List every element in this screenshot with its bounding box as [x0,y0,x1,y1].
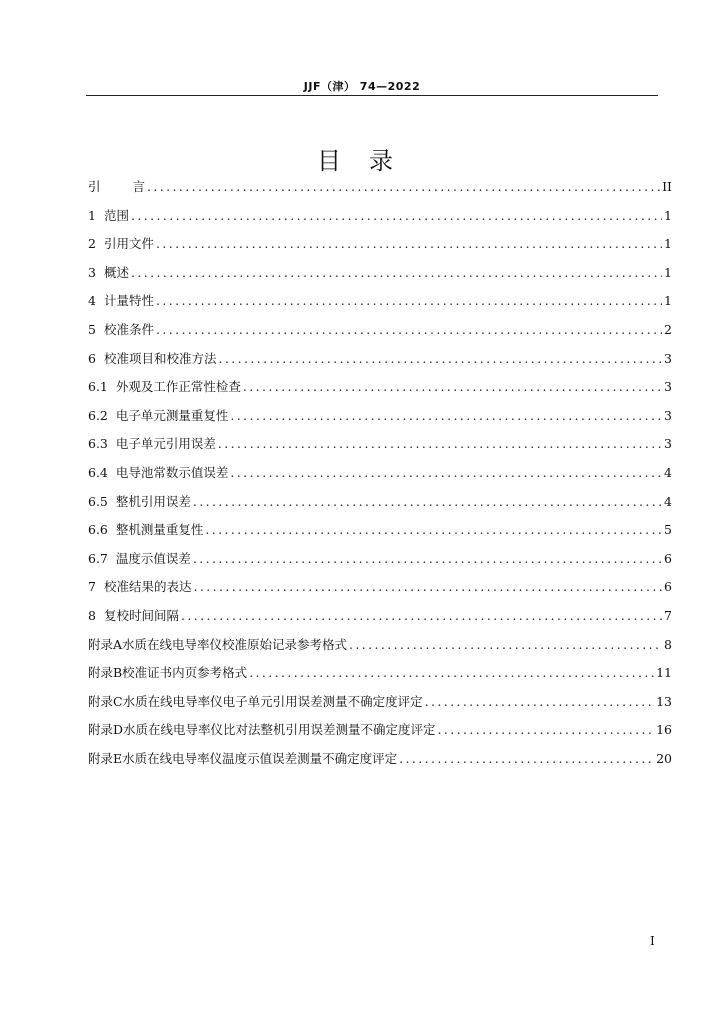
toc-entry-page: 20 [656,750,672,766]
page-number: I [650,934,655,948]
toc-entry-page: 1 [664,293,672,309]
toc-entry-label: 附录A水质在线电导率仪校准原始记录参考格式 [88,636,348,652]
toc-dot-leader [243,379,662,394]
toc-entry-label: 附录C水质在线电导率仪电子单元引用误差测量不确定度评定 [88,693,423,709]
toc-entry-page: 1 [664,264,672,280]
toc-entry-page: 3 [664,379,672,395]
toc-entry-number: 6.3 [88,436,108,452]
toc-entry [88,234,672,263]
toc-entry-label: 附录B校准证书内页参考格式 [88,665,248,681]
toc-entry-page: 5 [664,522,672,538]
toc-dot-leader [193,579,662,594]
toc-entry-page: 3 [664,350,672,366]
toc-entry [88,377,672,406]
header-rule [86,95,658,96]
toc-entry [88,663,672,692]
toc-entry-number: 6.1 [88,379,108,395]
document-code-header: JJF（津） 74—2022 [303,80,421,93]
toc-entry-label: 电子单元测量重复性 [115,407,229,423]
toc-entry-label: 校准结果的表达 [103,579,192,595]
toc-entry-page: 13 [656,693,672,709]
toc-dot-leader [147,179,660,194]
toc-entry-number: 7 [88,579,96,595]
toc-dot-leader [193,494,662,509]
toc-entry-number: 4 [88,293,96,309]
toc-dot-leader [193,551,662,566]
toc-entry-page: 6 [664,550,672,566]
toc-entry-number: 6 [88,350,96,366]
toc-entry [88,434,672,463]
toc-entry-page: 4 [664,464,672,480]
toc-entry [88,349,672,378]
toc-entry-label: 计量特性 [103,293,154,309]
toc-entry-page: 16 [656,722,672,738]
toc-entry-label: 引用文件 [103,236,154,252]
toc-entry [88,406,672,435]
table-of-contents [88,177,672,777]
toc-entry-label: 附录E水质在线电导率仪温度示值误差测量不确定度评定 [88,750,398,766]
toc-entry-number: 引 [88,179,101,194]
toc-entry-number: 1 [88,207,96,223]
toc-entry-number: 2 [88,236,96,252]
toc-entry [88,206,672,235]
toc-entry-number: 6.6 [88,522,108,538]
toc-entry-number: 6.7 [88,550,108,566]
toc-dot-leader [156,293,662,308]
toc-entry-page: 1 [664,207,672,223]
toc-entry-number: 6.4 [88,464,108,480]
toc-entry [88,492,672,521]
toc-entry-page: 2 [664,321,672,337]
toc-entry-page: 3 [664,436,672,452]
toc-entry-page: 7 [664,607,672,623]
toc-entry-label: 复校时间间隔 [103,607,179,623]
toc-dot-leader [131,265,662,280]
toc-dot-leader [249,665,654,680]
toc-entry-label: 概述 [103,264,129,280]
toc-entry [88,320,672,349]
toc-entry [88,549,672,578]
toc-dot-leader [230,465,662,480]
toc-entry-number: 6.5 [88,493,108,509]
toc-entry [88,692,672,721]
toc-dot-leader [425,694,655,709]
toc-entry [88,606,672,635]
toc-dot-leader [205,522,662,537]
toc-entry-number: 8 [88,607,96,623]
toc-entry-label: 温度示值误差 [115,550,191,566]
toc-entry-number: 6.2 [88,407,108,423]
toc-entry [88,263,672,292]
toc-entry-label: 言 [132,179,146,194]
toc-entry-label: 电导池常数示值误差 [115,464,229,480]
toc-entry [88,720,672,749]
toc-entry-label: 校准条件 [103,321,154,337]
toc-entry-label: 整机引用误差 [115,493,191,509]
toc-dot-leader [156,236,662,251]
toc-entry-number: 3 [88,264,96,280]
toc-entry-page: 8 [664,636,672,652]
toc-entry-page: 11 [656,665,672,681]
toc-entry-label: 附录D水质在线电导率仪比对法整机引用误差测量不确定度评定 [88,722,436,738]
toc-entry-page: 4 [664,493,672,509]
toc-entry [88,749,672,778]
toc-entry-label: 电子单元引用误差 [115,436,216,452]
toc-dot-leader [399,751,654,766]
toc-entry-page: 3 [664,407,672,423]
toc-entry-label: 范围 [103,207,129,223]
toc-entry-label: 整机测量重复性 [115,522,204,538]
toc-entry [88,177,672,206]
toc-dot-leader [218,436,662,451]
toc-entry-page: 6 [664,579,672,595]
toc-entry-number: 5 [88,321,96,337]
toc-entry-page: 1 [664,236,672,252]
toc-dot-leader [349,637,662,652]
toc-dot-leader [438,722,655,737]
toc-dot-leader [156,322,662,337]
toc-dot-leader [230,408,662,423]
toc-entry [88,463,672,492]
toc-dot-leader [131,208,662,223]
toc-entry-page: II [662,179,672,194]
toc-entry [88,577,672,606]
toc-dot-leader [181,608,662,623]
toc-dot-leader [218,351,662,366]
toc-entry [88,635,672,664]
toc-entry-label: 外观及工作正常性检查 [115,379,241,395]
toc-entry [88,520,672,549]
toc-entry-label: 校准项目和校准方法 [103,350,217,366]
toc-entry [88,291,672,320]
page-title: 目录 [317,147,421,175]
